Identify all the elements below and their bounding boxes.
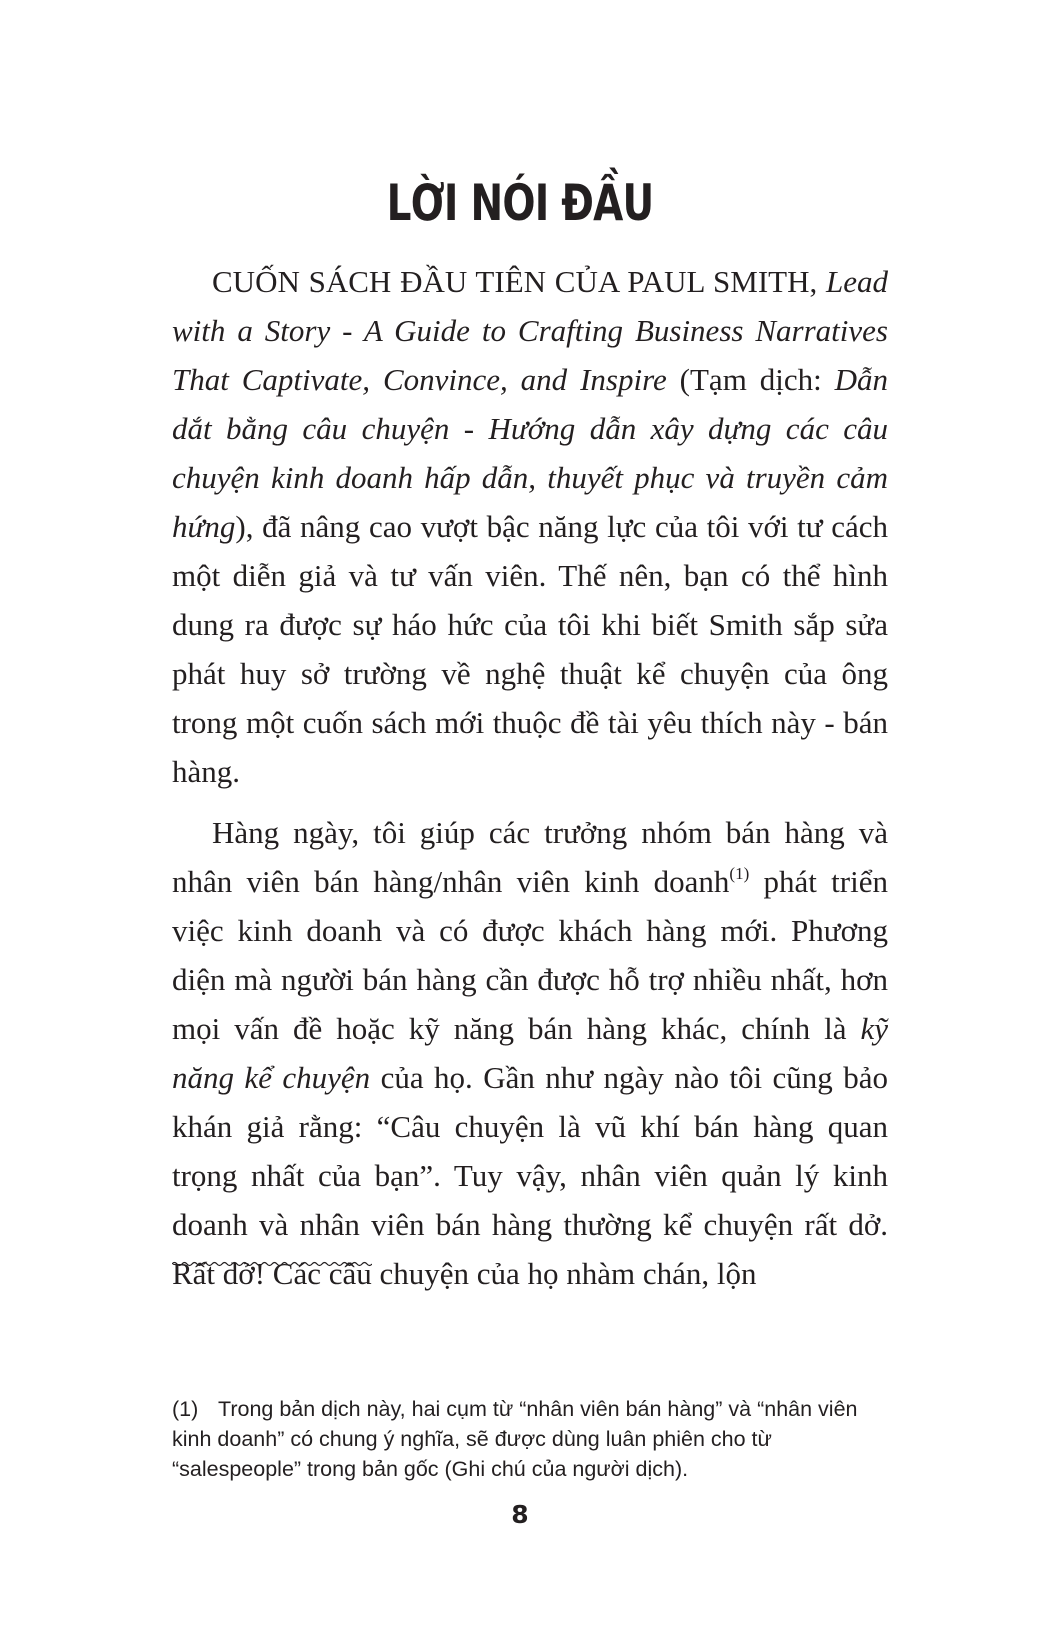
paragraph-1-lead: CUỐN SÁCH ĐẦU TIÊN CỦA PAUL SMITH, — [212, 264, 818, 299]
book-title-english: Lead with a Story - A Guide to Crafting Business Narratives That Captivate, Convince, and Inspire — [172, 264, 888, 397]
emphasis-storytelling-skill: kỹ năng kể chuyện — [172, 1011, 888, 1095]
footnote-number: (1) — [172, 1397, 199, 1421]
paragraph-2-part-2: phát triển việc kinh doanh và có được khách hàng mới. Phương diện mà người bán hàng cần được hỗ trợ nhiều nhất, hơn mọi vấn đề hoặc kỹ năng bán hàng khác, chính là — [172, 864, 888, 1046]
translation-prefix: (Tạm dịch: — [679, 362, 822, 397]
chapter-title: LỜI NÓI ĐẦU — [386, 174, 654, 232]
paragraph-2-part-1: Hàng ngày, tôi giúp các trưởng nhóm bán hàng và nhân viên bán hàng/nhân viên kinh doanh — [172, 815, 888, 899]
paragraph-2-part-3: của họ. Gần như ngày nào tôi cũng bảo khán giả rằng: “Câu chuyện là vũ khí bán hàng quan trọng nhất của bạn”. Tuy vậy, nhân viên quản lý kinh doanh và nhân viên bán hàng thường kể chuyện rất dở. Rất dở! Các câu chuyện của họ nhàm chán, lộn — [172, 1060, 888, 1291]
footnote-text: Trong bản dịch này, hai cụm từ “nhân viên bán hàng” và “nhân viên kinh doanh” có chung ý nghĩa, sẽ được dùng luân phiên cho từ “salespeople” trong bản gốc (Ghi chú của người dịch). — [172, 1397, 858, 1481]
paragraph-1-rest: ), đã nâng cao vượt bậc năng lực của tôi với tư cách một diễn giả và tư vấn viên. Thế nên, bạn có thể hình dung ra được sự háo hức của tôi khi biết Smith sắp sửa phát huy sở trường về nghệ thuật kể chuyện của ông trong một cuốn sách mới thuộc đề tài yêu thích này - bán hàng. — [172, 509, 888, 789]
body-text — [172, 257, 888, 1310]
paragraph-1 — [172, 257, 888, 796]
footnote-separator — [172, 1259, 372, 1269]
footnote — [172, 1394, 894, 1484]
footnote-reference[interactable]: (1) — [729, 864, 750, 883]
paragraph-2 — [172, 808, 888, 1298]
book-title-vietnamese: Dẫn dắt bằng câu chuyện - Hướng dẫn xây dựng các câu chuyện kinh doanh hấp dẫn, thuyết phục và truyền cảm hứng — [172, 362, 888, 544]
page-number: 8 — [511, 1500, 529, 1529]
